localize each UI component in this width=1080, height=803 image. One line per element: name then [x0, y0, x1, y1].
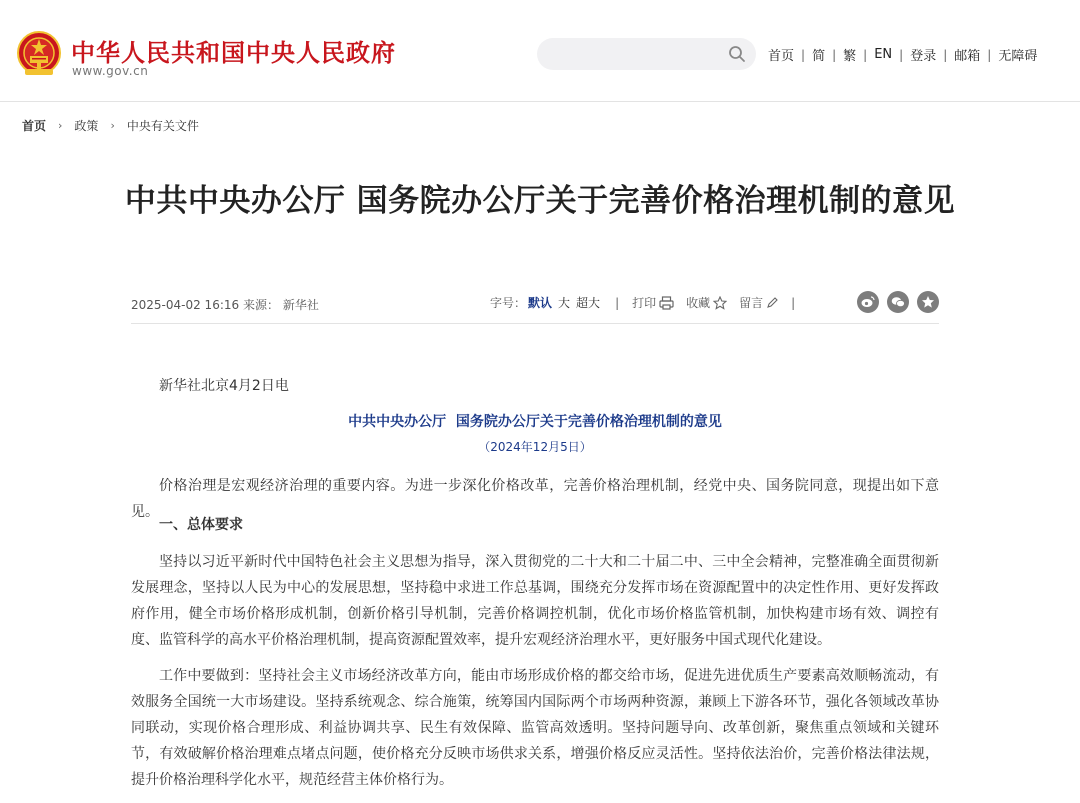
source-label: 来源：	[242, 298, 279, 312]
body-paragraph: 坚持以习近平新时代中国特色社会主义思想为指导，深入贯彻党的二十大和二十届二中、三中全会精神，完整准确全面贯彻新发展理念，坚持以人民为中心的发展思想，坚持稳中求进工作总基调，围绕充分发挥市场在资源配置中的决定性作用、更好发挥政府作用，健全市场价格形成机制，创新价格引导机制，完善价格调控机制，优化市场价格监管机制，加快构建市场有效、调控有度、监管科学的高水平价格治理机制，提高资源配置效率，提升宏观经济治理水平，更好服务中国式现代化建设。	[131, 554, 939, 648]
site-title[interactable]: 中华人民共和国中央人民政府	[71, 39, 396, 67]
nav-separator: |	[863, 47, 868, 62]
source-name: 新华社	[282, 298, 319, 312]
nav-english[interactable]: EN	[874, 47, 893, 62]
publish-datetime: 2025-04-02 16:16	[131, 298, 240, 312]
favorite-button[interactable]	[686, 294, 727, 311]
comment-button[interactable]	[739, 294, 779, 311]
nav-separator: |	[987, 47, 992, 62]
national-emblem-icon[interactable]	[17, 31, 61, 79]
breadcrumb-central-docs[interactable]: 中央有关文件	[126, 119, 199, 133]
article-meta-bar	[131, 288, 939, 324]
site-url: www.gov.cn	[72, 64, 149, 78]
print-label: 打印	[632, 296, 657, 310]
nav-separator: |	[899, 47, 904, 62]
tools-divider: |	[615, 295, 620, 310]
nav-accessibility[interactable]: 无障碍	[998, 49, 1038, 64]
body-paragraph: 工作中要做到：坚持社会主义市场经济改革方向，能由市场形成价格的都交给市场，促进先进优质生产要素高效顺畅流动，有效服务全国统一大市场建设。坚持系统观念、综合施策，统筹国内国际两个市场两种资源，兼顾上下游各环节，强化各领域改革协同联动，实现价格合理形成、利益协调共享、民生有效保障、监管高效透明。坚持问题导向、改革创新，聚焦重点领域和关键环节，有效破解价格治理难点堵点问题，使价格充分反映市场供求关系，增强价格反应灵活性。坚持依法治价，完善价格法律法规，提升价格治理科学化水平，规范经营主体价格行为。	[131, 668, 939, 788]
wechat-icon[interactable]	[887, 291, 909, 313]
breadcrumb-home[interactable]: 首页	[22, 119, 47, 133]
weibo-icon[interactable]	[857, 291, 879, 313]
font-size-xlarge[interactable]: 超大	[576, 296, 601, 310]
star-outline-icon	[713, 296, 727, 310]
nav-traditional[interactable]: 繁	[843, 49, 857, 64]
nav-login[interactable]: 登录	[910, 49, 937, 64]
nav-simplified[interactable]: 简	[812, 49, 826, 64]
print-button[interactable]	[632, 294, 674, 311]
breadcrumb-policy[interactable]: 政策	[74, 119, 99, 133]
article-meta	[131, 296, 319, 313]
search-input[interactable]	[537, 38, 756, 70]
tools-divider: |	[791, 295, 796, 310]
pencil-icon	[766, 296, 779, 309]
chevron-right-icon: ›	[58, 119, 63, 132]
nav-separator: |	[832, 47, 837, 62]
intro-paragraph: 价格治理是宏观经济治理的重要内容。为进一步深化价格改革，完善价格治理机制，经党中央、国务院同意，现提出如下意见。	[131, 478, 939, 520]
printer-icon	[659, 296, 674, 310]
page-title: 中共中央办公厅 国务院办公厅关于完善价格治理机制的意见	[124, 183, 956, 219]
star-icon[interactable]	[917, 291, 939, 313]
top-nav	[768, 45, 1037, 64]
share-buttons	[857, 291, 939, 313]
document-title: 中共中央办公厅 国务院办公厅关于完善价格治理机制的意见	[348, 414, 722, 430]
nav-mailbox[interactable]: 邮箱	[954, 49, 981, 64]
comment-label: 留言	[739, 296, 764, 310]
font-size-default[interactable]: 默认	[528, 296, 553, 310]
nav-separator: |	[801, 47, 806, 62]
chevron-right-icon: ›	[110, 119, 115, 132]
favorite-label: 收藏	[686, 296, 711, 310]
document-date: （2024年12月5日）	[478, 440, 592, 454]
font-size-label: 字号：	[490, 296, 527, 310]
nav-separator: |	[943, 47, 948, 62]
nav-home[interactable]: 首页	[768, 49, 795, 64]
section-heading: 一、总体要求	[159, 517, 243, 533]
breadcrumb	[22, 117, 199, 134]
site-header	[0, 0, 1080, 102]
article-tools	[490, 294, 808, 311]
font-size-large[interactable]: 大	[558, 296, 571, 310]
search-icon[interactable]	[728, 45, 746, 63]
dateline: 新华社北京4月2日电	[159, 378, 289, 394]
